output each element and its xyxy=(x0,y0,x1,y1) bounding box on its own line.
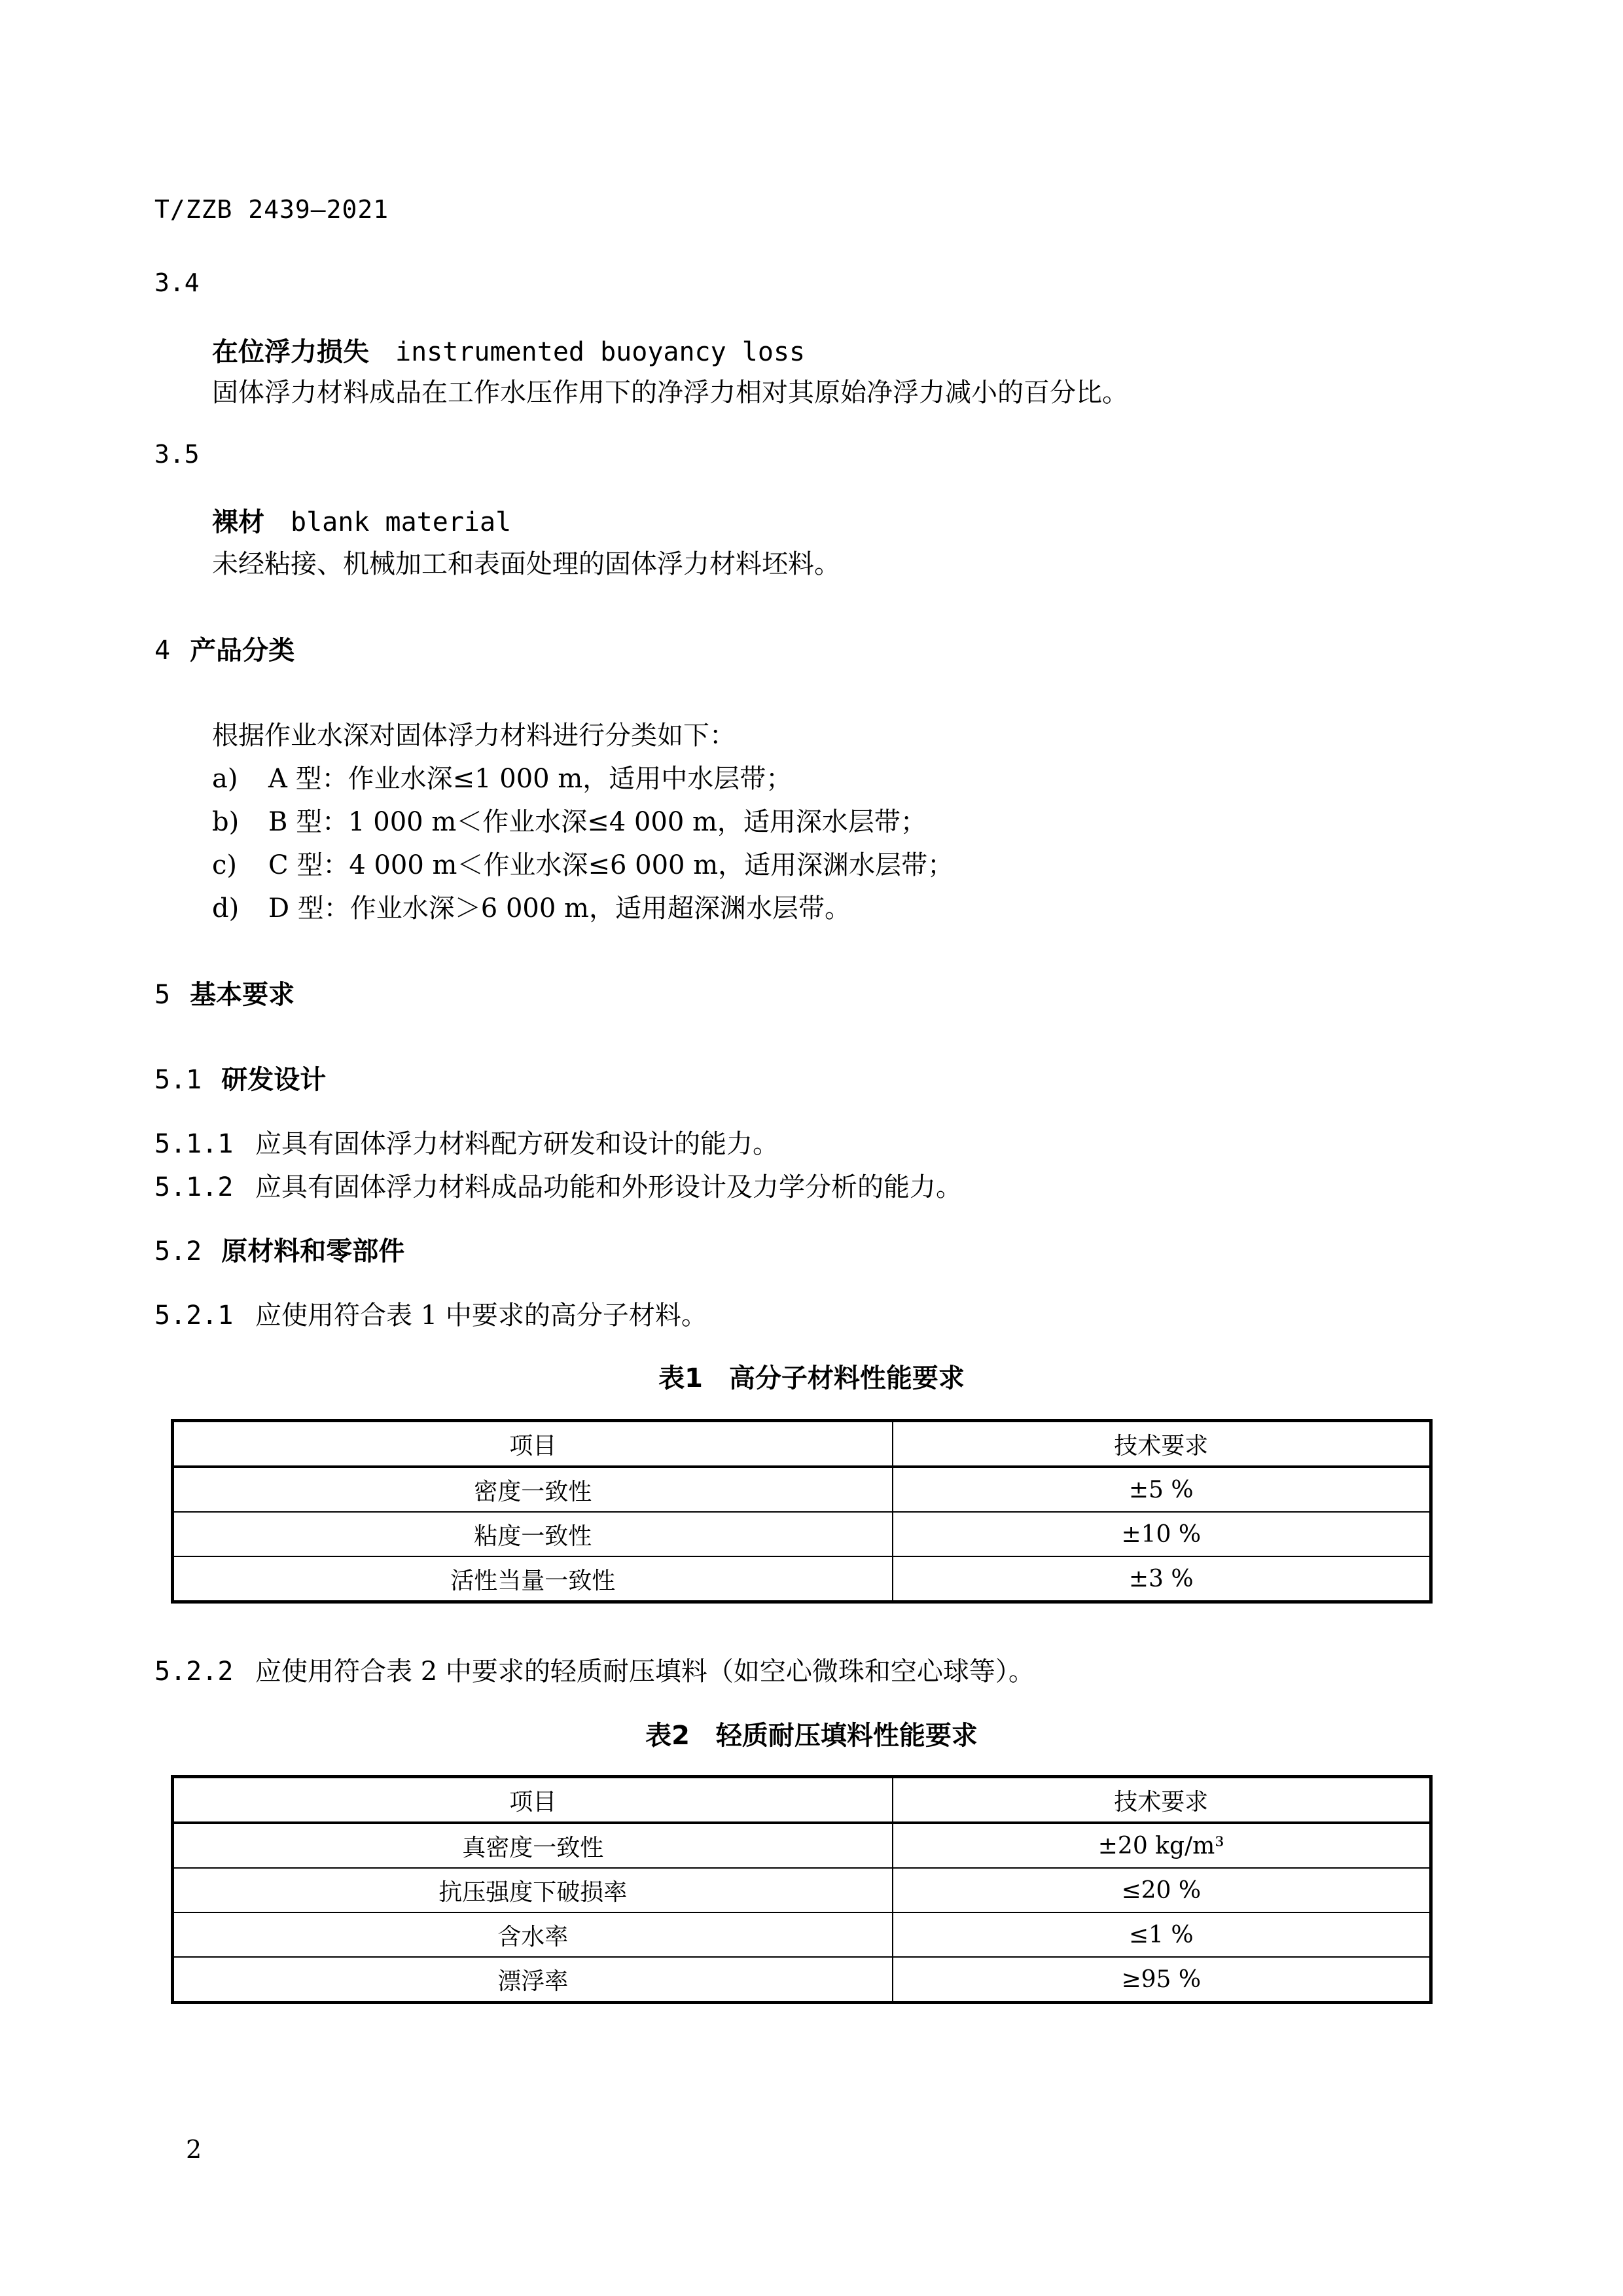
list-item xyxy=(212,801,927,838)
table-row xyxy=(173,1512,1431,1556)
section-title: 研发设计 xyxy=(221,1065,327,1095)
clause-5-1-1 xyxy=(154,1123,779,1160)
table-cell: 活性当量一致性 xyxy=(173,1556,893,1602)
section-5-2-heading xyxy=(154,1230,404,1268)
list-item xyxy=(212,888,851,925)
list-marker: d) xyxy=(212,893,240,924)
clause-number: 5.2.2 xyxy=(154,1657,234,1687)
table-cell: ≤1 % xyxy=(893,1912,1431,1957)
clause-5-1-2 xyxy=(154,1166,962,1204)
term-zh: 裸材 xyxy=(212,507,264,537)
page-number: 2 xyxy=(186,2135,202,2164)
table-row xyxy=(173,1556,1431,1602)
table-header-cell: 技术要求 xyxy=(893,1777,1431,1823)
table-cell: ≥95 % xyxy=(893,1957,1431,2003)
list-marker: b) xyxy=(212,807,240,837)
section-title: 产品分类 xyxy=(190,636,295,666)
list-item xyxy=(212,758,792,795)
list-marker: a) xyxy=(212,764,238,794)
table-2 xyxy=(171,1775,1433,2004)
table-row xyxy=(173,1467,1431,1512)
clause-3-5-number: 3.5 xyxy=(154,440,200,469)
section-title: 原材料和零部件 xyxy=(221,1236,405,1266)
table-cell: 粘度一致性 xyxy=(173,1512,893,1556)
section-number: 5.1 xyxy=(154,1065,202,1095)
table-cell: 真密度一致性 xyxy=(173,1823,893,1868)
clause-5-2-1 xyxy=(154,1295,707,1332)
list-item xyxy=(212,844,954,882)
section-title: 基本要求 xyxy=(190,980,295,1010)
section-5-1-heading xyxy=(154,1059,326,1096)
clause-text: 应使用符合表 1 中要求的高分子材料。 xyxy=(255,1300,707,1331)
table-cell: 含水率 xyxy=(173,1912,893,1957)
table-cell: 漂浮率 xyxy=(173,1957,893,2003)
section-number: 5.2 xyxy=(154,1236,202,1266)
clause-number: 5.1.2 xyxy=(154,1172,234,1202)
table-row xyxy=(173,1823,1431,1868)
list-text: B 型：1 000 m＜作业水深≤4 000 m，适用深水层带； xyxy=(268,807,927,837)
section-number: 4 xyxy=(154,636,171,666)
table-cell: ±5 % xyxy=(893,1467,1431,1512)
table-cell: ≤20 % xyxy=(893,1868,1431,1912)
clause-number: 5.2.1 xyxy=(154,1300,234,1331)
table-cell: 抗压强度下破损率 xyxy=(173,1868,893,1912)
section-4-intro: 根据作业水深对固体浮力材料进行分类如下： xyxy=(212,721,736,751)
table-cell: ±20 kg/m³ xyxy=(893,1823,1431,1868)
section-number: 5 xyxy=(154,980,171,1010)
table-header-cell: 项目 xyxy=(173,1777,893,1823)
list-text: D 型：作业水深＞6 000 m，适用超深渊水层带。 xyxy=(268,893,851,924)
table-1-title: 表1 高分子材料性能要求 xyxy=(658,1363,965,1393)
table-header-cell: 技术要求 xyxy=(893,1421,1431,1467)
table-cell: ±3 % xyxy=(893,1556,1431,1602)
term-en: instrumented buoyancy loss xyxy=(395,337,806,367)
clause-5-2-2 xyxy=(154,1651,1035,1688)
term-en: blank material xyxy=(291,507,512,537)
section-4-heading xyxy=(154,630,294,667)
table-2-title: 表2 轻质耐压填料性能要求 xyxy=(645,1721,978,1751)
table-cell: ±10 % xyxy=(893,1512,1431,1556)
standard-code: T/ZZB 2439—2021 xyxy=(154,195,389,224)
clause-text: 应具有固体浮力材料成品功能和外形设计及力学分析的能力。 xyxy=(255,1172,962,1202)
table-row xyxy=(173,1957,1431,2003)
clause-3-4-number: 3.4 xyxy=(154,268,200,297)
clause-3-4-term xyxy=(212,331,805,368)
list-text: C 型：4 000 m＜作业水深≤6 000 m，适用深渊水层带； xyxy=(268,850,954,880)
clause-text: 应使用符合表 2 中要求的轻质耐压填料（如空心微珠和空心球等）。 xyxy=(255,1657,1035,1687)
table-1 xyxy=(171,1419,1433,1604)
section-5-heading xyxy=(154,974,294,1011)
table-header-row xyxy=(173,1421,1431,1467)
table-header-row xyxy=(173,1777,1431,1823)
table-cell: 密度一致性 xyxy=(173,1467,893,1512)
table-header-cell: 项目 xyxy=(173,1421,893,1467)
clause-3-5-term xyxy=(212,501,511,539)
clause-3-4-definition: 固体浮力材料成品在工作水压作用下的净浮力相对其原始净浮力减小的百分比。 xyxy=(212,378,1128,408)
list-marker: c) xyxy=(212,850,238,880)
clause-text: 应具有固体浮力材料配方研发和设计的能力。 xyxy=(255,1129,779,1159)
clause-number: 5.1.1 xyxy=(154,1129,234,1159)
table-row xyxy=(173,1912,1431,1957)
list-text: A 型：作业水深≤1 000 m，适用中水层带； xyxy=(268,764,793,794)
table-row xyxy=(173,1868,1431,1912)
term-zh: 在位浮力损失 xyxy=(212,337,369,367)
clause-3-5-definition: 未经粘接、机械加工和表面处理的固体浮力材料坯料。 xyxy=(212,549,840,579)
